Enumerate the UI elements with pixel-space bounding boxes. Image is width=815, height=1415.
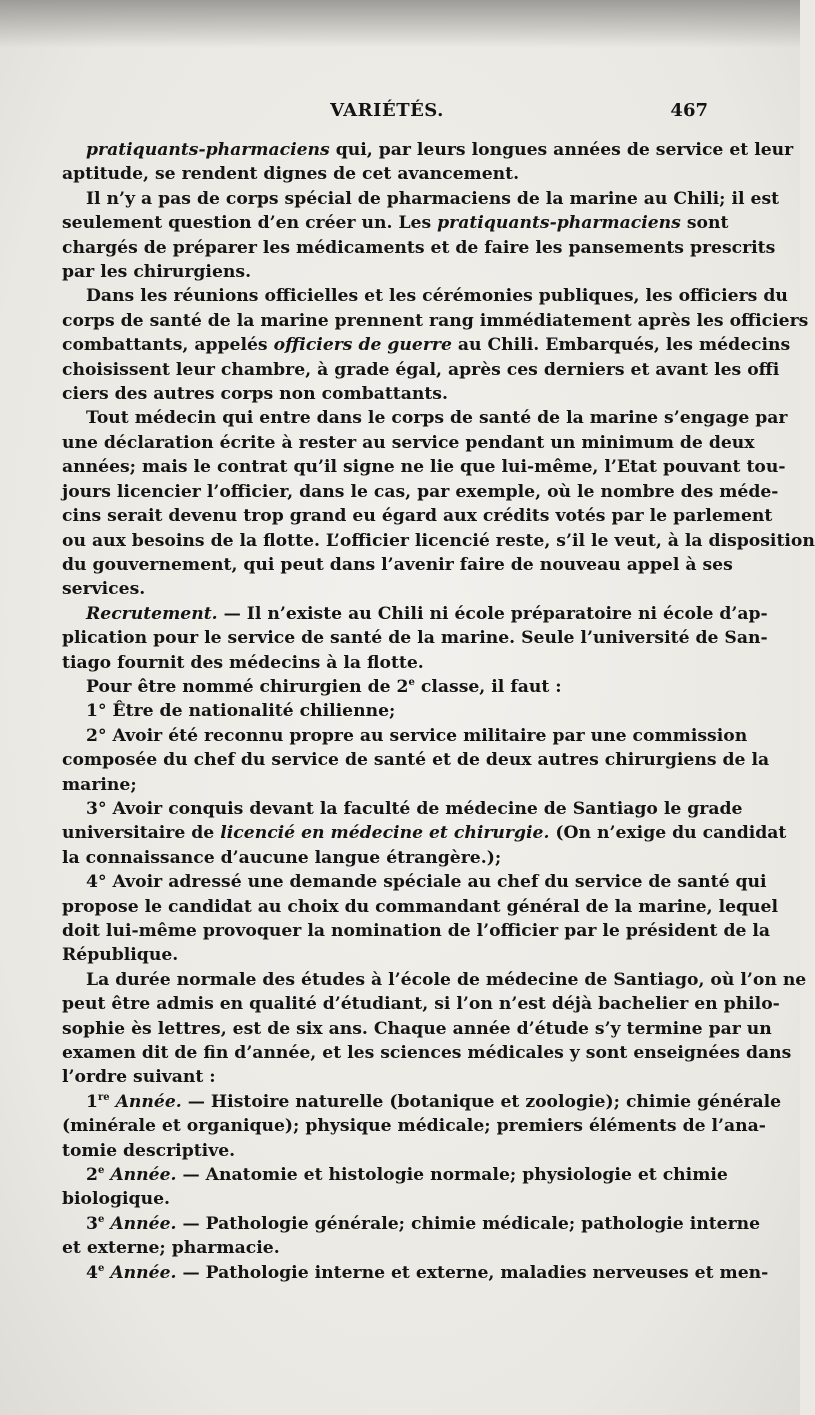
paragraph — [62, 406, 815, 601]
text-line — [62, 870, 767, 894]
text-segment: peut être admis en qualité d’étudiant, si l’on n’est déjà bachelier en philo- — [62, 994, 780, 1015]
paragraph — [62, 284, 809, 406]
text-segment: (minérale et organique); physique médicale; premiers éléments de l’ana- — [62, 1116, 766, 1137]
text-segment: sophie ès lettres, est de six ans. Chaque année d’étude s’y termine par un — [62, 1018, 772, 1039]
paragraph — [62, 138, 794, 187]
text-segment: corps de santé de la marine prennent rang immédiatement après les officiers — [62, 310, 809, 331]
text-line — [62, 1261, 769, 1285]
text-segment: sont — [680, 213, 729, 234]
text-line — [62, 943, 712, 967]
paragraph — [62, 797, 787, 870]
paragraph — [62, 187, 780, 285]
text-segment: 2° Avoir été reconnu propre au service militaire par une commission — [86, 725, 748, 746]
text-segment: République. — [62, 945, 179, 966]
text-segment: 3 — [86, 1213, 98, 1234]
text-line — [62, 284, 788, 308]
text-segment: une déclaration écrite à rester au service pendant un minimum de deux — [62, 432, 755, 453]
text-line — [62, 504, 773, 528]
superscript: e — [408, 676, 415, 688]
text-line — [62, 309, 809, 333]
text-segment: Pour être nommé chirurgien de 2 — [86, 676, 409, 697]
text-segment: Il n’y a pas de corps spécial de pharmaciens de la marine au Chili; il est — [86, 188, 780, 209]
text-segment: la connaissance d’aucune langue étrangère.); — [62, 847, 502, 868]
paragraph — [62, 1090, 782, 1163]
text-segment: (On n’exige du candidat — [549, 823, 787, 844]
text-line — [62, 1017, 772, 1041]
text-line — [62, 577, 712, 601]
text-line — [62, 455, 786, 479]
text-line — [62, 211, 729, 235]
superscript: e — [97, 1262, 105, 1274]
paragraph — [62, 1163, 728, 1212]
text-line — [62, 992, 780, 1016]
italic-text: licencié en médecine et chirurgie. — [220, 823, 550, 844]
text-line — [62, 699, 712, 723]
text-line — [62, 1041, 792, 1065]
page-header — [62, 100, 712, 130]
italic-text: Année. — [110, 1165, 177, 1186]
text-line — [62, 431, 755, 455]
paragraph — [62, 870, 779, 968]
text-segment: qui, par leurs longues années de service et leur — [329, 140, 794, 160]
text-segment: ciers des autres corps non combattants. — [62, 384, 448, 405]
text-line — [62, 553, 733, 577]
text-line — [62, 1090, 782, 1114]
text-segment: Dans les réunions officielles et les cérémonies publiques, les officiers du — [86, 286, 788, 307]
superscript: e — [97, 1165, 105, 1177]
paragraph — [62, 968, 807, 1090]
text-segment: aptitude, se rendent dignes de cet avancement. — [62, 164, 520, 185]
scan-shadow — [0, 0, 800, 48]
text-segment: — Anatomie et histologie normale; physiologie et chimie — [176, 1165, 728, 1186]
page-number: 467 — [670, 100, 708, 121]
text-segment: chargés de préparer les médicaments et de faire les pansements prescrits — [62, 237, 776, 258]
paragraph — [62, 1261, 769, 1285]
text-segment: doit lui-même provoquer la nomination de l’officier par le président de la — [62, 921, 771, 941]
text-segment: au Chili. Embarqués, les médecins — [451, 335, 791, 356]
text-segment: choisissent leur chambre, à grade égal, après ces derniers et avant les offi — [62, 359, 780, 380]
text-segment: La durée normale des études à l’école de médecine de Santiago, où l’on ne — [86, 969, 807, 990]
text-line — [62, 651, 712, 675]
text-line — [62, 406, 788, 430]
paragraph — [62, 602, 768, 675]
text-line — [62, 1212, 761, 1236]
text-segment: — Pathologie générale; chimie médicale; pathologie interne — [176, 1213, 761, 1234]
text-segment: et externe; pharmacie. — [62, 1238, 280, 1259]
text-line — [62, 1114, 766, 1138]
text-line — [62, 260, 712, 284]
text-segment: cins serait devenu trop grand eu égard aux crédits votés par le parlement — [62, 506, 773, 527]
text-segment: composée du chef du service de santé et de deux autres chirurgiens de la — [62, 750, 770, 771]
text-line — [62, 162, 712, 186]
running-title: VARIÉTÉS. — [330, 100, 444, 121]
text-line — [62, 358, 780, 382]
text-line — [62, 1065, 712, 1089]
text-segment: 1° Être de nationalité chilienne; — [86, 701, 396, 722]
text-segment: — Il n’existe au Chili ni école préparatoire ni école d’ap- — [217, 603, 768, 624]
text-segment: plication pour le service de santé de la marine. Seule l’université de San- — [62, 628, 768, 649]
italic-text: Année. — [115, 1091, 182, 1112]
text-segment: années; mais le contrat qu’il signe ne lie que lui-même, l’Etat pouvant tou- — [62, 457, 786, 478]
superscript: re — [97, 1091, 110, 1103]
text-segment: l’ordre suivant : — [62, 1067, 216, 1088]
text-line — [62, 724, 748, 748]
text-line — [62, 187, 780, 211]
text-line — [62, 821, 787, 845]
text-segment: universitaire de — [62, 823, 221, 844]
text-segment: 2 — [86, 1165, 98, 1186]
text-segment: marine; — [62, 774, 137, 795]
text-segment: par les chirurgiens. — [62, 262, 252, 283]
text-segment: tiago fournit des médecins à la flotte. — [62, 652, 424, 673]
text-segment: 1 — [86, 1091, 98, 1112]
text-line — [62, 1163, 728, 1187]
italic-text: pratiquants-pharmaciens — [437, 213, 681, 234]
italic-text: Recrutement. — [86, 603, 218, 624]
text-segment: Tout médecin qui entre dans le corps de santé de la marine s’engage par — [86, 408, 788, 429]
text-segment: combattants, appelés — [62, 335, 274, 356]
text-segment: 4 — [86, 1262, 98, 1283]
text-segment: propose le candidat au choix du commandant général de la marine, lequel — [62, 896, 779, 917]
italic-text: Année. — [110, 1262, 177, 1283]
text-line — [62, 675, 712, 699]
paragraph — [62, 699, 712, 723]
paragraph — [62, 724, 770, 797]
text-line — [62, 333, 791, 357]
text-line — [62, 1236, 712, 1260]
text-line — [62, 797, 743, 821]
text-segment: seulement question d’en créer un. Les — [62, 213, 438, 234]
text-line — [62, 529, 815, 553]
text-line — [62, 480, 779, 504]
text-line — [62, 138, 794, 162]
text-line — [62, 626, 768, 650]
text-segment: services. — [62, 579, 146, 600]
text-line — [62, 1187, 712, 1211]
text-segment: — Pathologie interne et externe, maladies nerveuses et men- — [176, 1262, 769, 1283]
text-line — [62, 236, 776, 260]
text-segment: ou aux besoins de la flotte. L’officier licencié reste, s’il le veut, à la disposition — [62, 530, 815, 551]
text-segment: 4° Avoir adressé une demande spéciale au chef du service de santé qui — [86, 872, 767, 893]
text-line — [62, 602, 768, 626]
italic-text: pratiquants-pharmaciens — [86, 140, 330, 160]
italic-text: Année. — [110, 1213, 177, 1234]
text-line — [62, 919, 771, 943]
paragraph — [62, 1212, 761, 1261]
text-segment: — Histoire naturelle (botanique et zoologie); chimie générale — [181, 1091, 782, 1112]
text-line — [62, 895, 779, 919]
text-line — [62, 773, 712, 797]
text-segment: 3° Avoir conquis devant la faculté de médecine de Santiago le grade — [86, 798, 743, 819]
text-line — [62, 968, 807, 992]
text-segment: biologique. — [62, 1189, 170, 1210]
superscript: e — [97, 1213, 105, 1225]
italic-text: officiers de guerre — [273, 335, 452, 356]
text-line — [62, 1139, 712, 1163]
text-segment: examen dit de fin d’année, et les sciences médicales y sont enseignées dans — [62, 1043, 792, 1064]
text-line — [62, 846, 712, 870]
body-text — [62, 138, 815, 1285]
text-segment: jours licencier l’officier, dans le cas, par exemple, où le nombre des méde- — [62, 481, 779, 502]
paragraph — [62, 675, 712, 699]
text-segment: tomie descriptive. — [62, 1140, 236, 1161]
text-line — [62, 748, 770, 772]
text-line — [62, 382, 712, 406]
text-segment: du gouvernement, qui peut dans l’avenir faire de nouveau appel à ses — [62, 554, 733, 575]
text-segment: classe, il faut : — [414, 676, 562, 697]
